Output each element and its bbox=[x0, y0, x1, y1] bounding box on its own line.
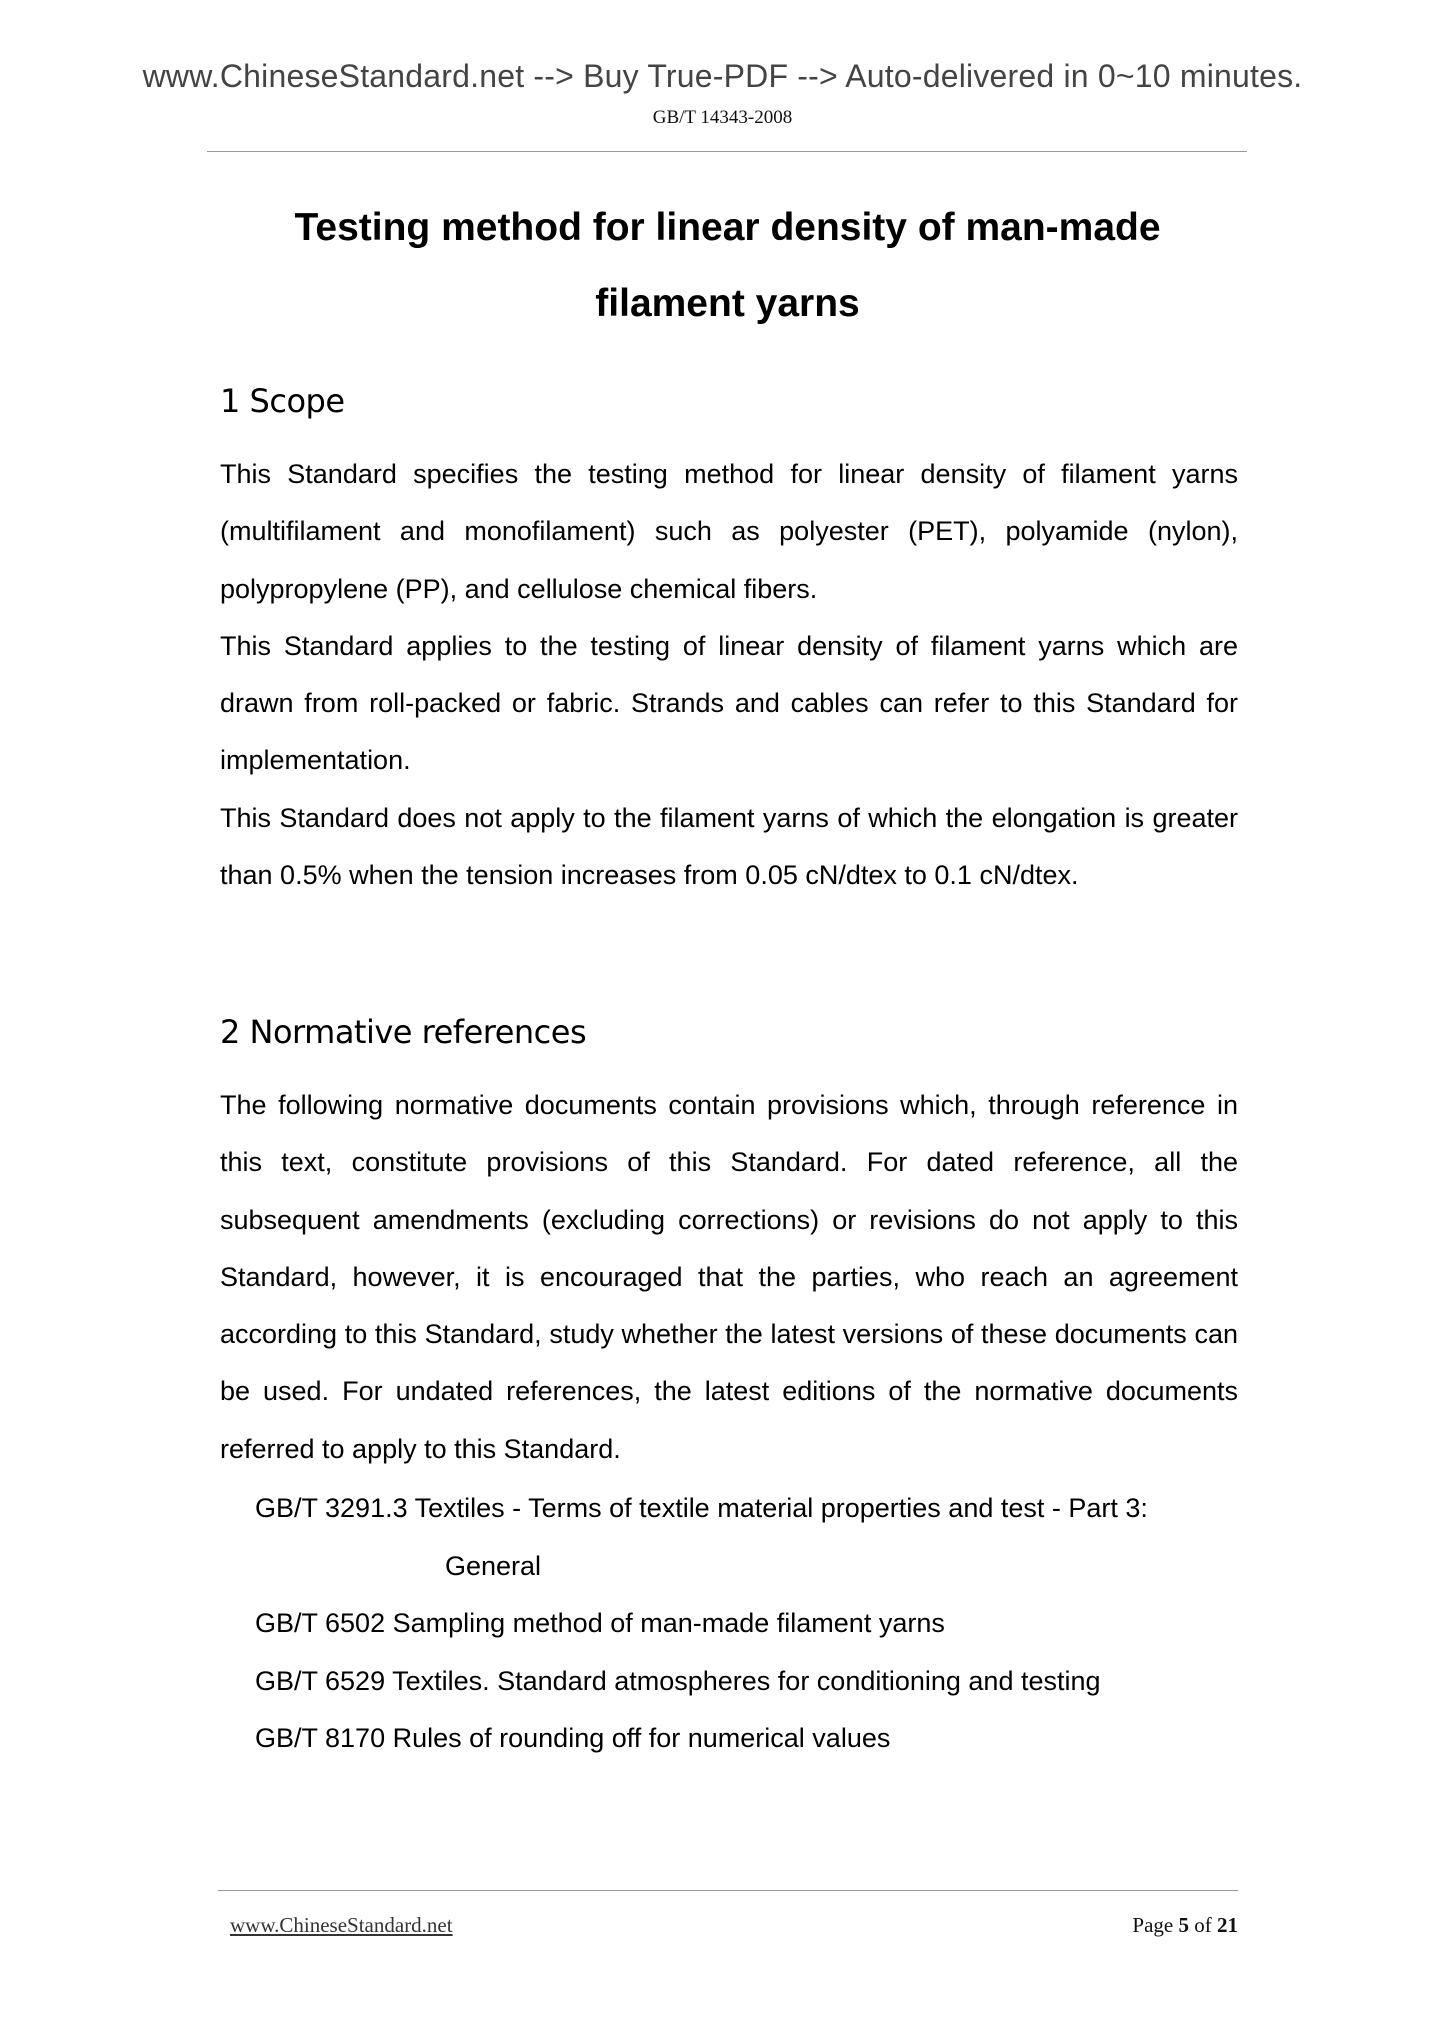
scope-paragraph: This Standard specifies the testing method for linear density of filament yarns (multifilament and monofilament) such as polyester (PET), polyamide (nylon), polypropylene (PP), and cellulose chemical fibers. bbox=[220, 459, 1238, 604]
reference-list bbox=[255, 1480, 1238, 1768]
footer-divider bbox=[218, 1890, 1238, 1891]
site-banner: www.ChineseStandard.net --> Buy True-PDF --> Auto-delivered in 0~10 minutes. bbox=[142, 58, 1303, 94]
reference-item: GB/T 3291.3 Textiles - Terms of textile material properties and test - Part 3: bbox=[255, 1493, 1148, 1523]
section-heading-normative-references: 2 Normative references bbox=[220, 1013, 587, 1051]
page-word: Page bbox=[1132, 1913, 1174, 1937]
reference-item: GB/T 8170 Rules of rounding off for numerical values bbox=[255, 1723, 891, 1753]
scope-paragraph: This Standard applies to the testing of linear density of filament yarns which are drawn from roll-packed or fabric. Strands and cables can refer to this Standard for implementation. bbox=[220, 630, 1238, 776]
title-line-2: filament yarns bbox=[595, 282, 860, 325]
scope-paragraph: This Standard does not apply to the filament yarns of which the elongation is greater than 0.5% when the tension increases from 0.05 cN/dtex to 0.1 cN/dtex. bbox=[220, 802, 1238, 891]
page-total: 21 bbox=[1217, 1913, 1238, 1937]
standard-code-header: GB/T 14343-2008 bbox=[652, 107, 793, 128]
header-divider bbox=[207, 151, 1247, 152]
page-of: of bbox=[1194, 1913, 1212, 1937]
footer-site-link[interactable]: www.ChineseStandard.net bbox=[230, 1913, 453, 1937]
scope-body bbox=[220, 446, 1238, 904]
normative-references-paragraph: The following normative documents contain provisions which, through reference in this text, constitute provisions of this Standard. For dated reference, all the subsequent amendments (excluding corrections) or revisions do not apply to this Standard, however, it is encouraged that the parties, who reach an agreement according to this Standard, study whether the latest versions of these documents can be used. For undated references, the latest editions of the normative documents referred to apply to this Standard. bbox=[220, 1090, 1238, 1464]
section-heading-scope: 1 Scope bbox=[220, 382, 345, 420]
reference-item: GB/T 6529 Textiles. Standard atmospheres for conditioning and testing bbox=[255, 1665, 1101, 1696]
title-line-1: Testing method for linear density of man-made bbox=[294, 206, 1161, 249]
page-current: 5 bbox=[1178, 1913, 1189, 1937]
reference-item: GB/T 6502 Sampling method of man-made filament yarns bbox=[255, 1608, 945, 1638]
reference-item-continuation: General bbox=[445, 1550, 542, 1581]
page-number bbox=[1132, 1913, 1238, 1938]
document-title bbox=[200, 190, 1255, 342]
normative-references-body bbox=[220, 1077, 1238, 1478]
